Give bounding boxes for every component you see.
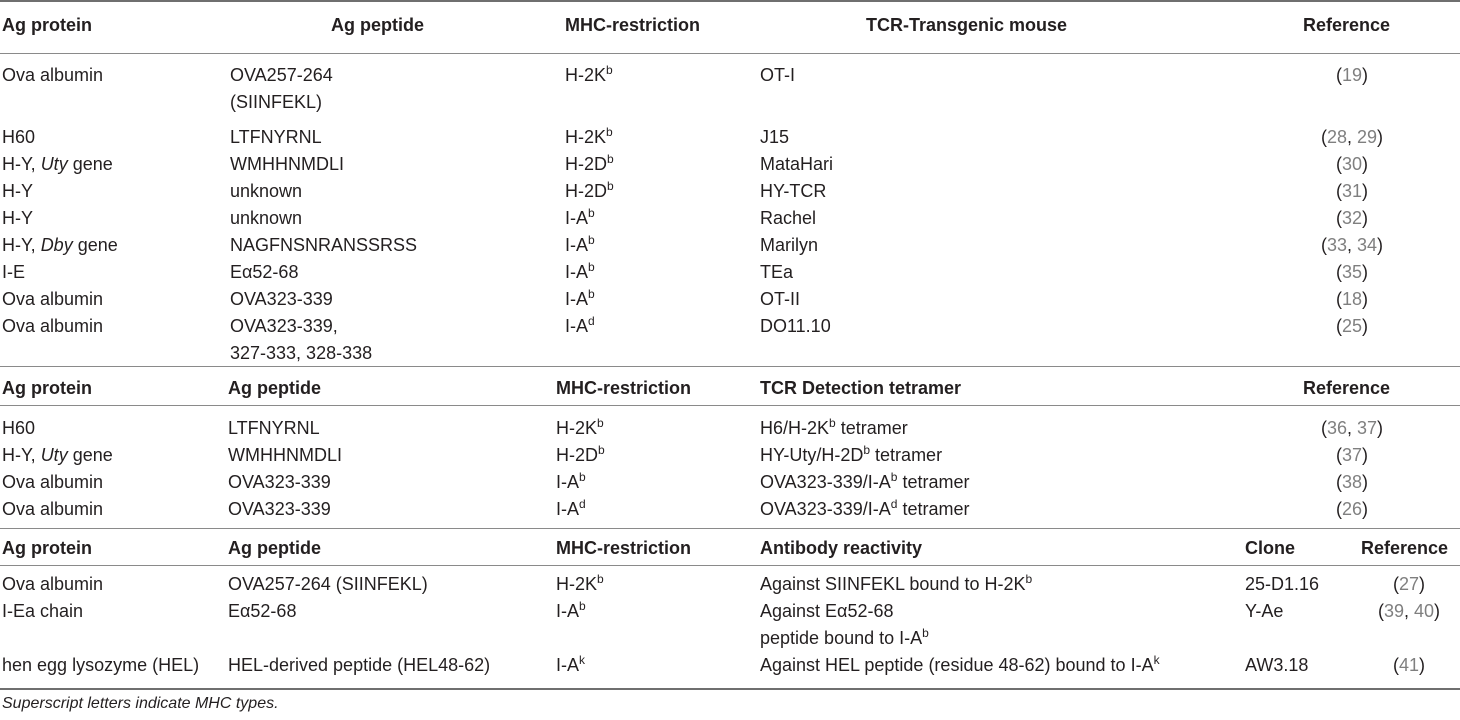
reference-open-paren: ( [1320, 235, 1327, 255]
tcr-transgenic-mouse-cell [760, 232, 818, 259]
mhc-restriction-text: I-A [565, 316, 589, 336]
mhc-restriction-text: H-2K [565, 127, 607, 147]
mhc-restriction-text: I-A [556, 655, 580, 675]
reference-link[interactable]: 41 [1398, 655, 1420, 675]
tetramer-name: OVA323-339/I-A [760, 472, 891, 492]
reference-link[interactable]: 36 [1326, 418, 1347, 438]
header-ag-protein: Ag protein [2, 15, 92, 35]
mhc-restriction-cell [565, 124, 613, 151]
ag-protein-cell [2, 178, 33, 205]
reference-open-paren: ( [1335, 181, 1342, 201]
ag-peptide-text: OVA323-339, [230, 316, 338, 336]
ag-peptide-cell [228, 598, 296, 625]
tcr-transgenic-mouse-cell [760, 62, 795, 89]
mhc-restriction-text: I-A [565, 262, 589, 282]
reference-open-paren: ( [1335, 472, 1342, 492]
reference-close-paren: ) [1362, 472, 1369, 492]
ag-protein-gene: Uty [40, 445, 68, 465]
section2-top-rule [0, 366, 1460, 367]
tetramer-suffix: tetramer [870, 445, 943, 465]
reference-link[interactable]: 30 [1341, 154, 1363, 174]
mhc-type-superscript: b [890, 470, 898, 484]
mhc-restriction-text: H-2K [565, 65, 607, 85]
tcr-detection-tetramer-cell [760, 442, 942, 469]
ag-peptide-text: NAGFNSNRANSSRSS [230, 235, 418, 255]
reference-open-paren: ( [1335, 208, 1342, 228]
reference-link[interactable]: 40 [1414, 601, 1435, 621]
reference-cell: (33, 34) [1320, 235, 1384, 255]
header-reference: Reference [1303, 15, 1391, 35]
ag-protein-text: Ova albumin [2, 499, 104, 519]
mhc-restriction-cell [565, 286, 595, 313]
mhc-type-superscript: b [606, 125, 613, 139]
ag-protein-text: H60 [2, 418, 36, 438]
mhc-restriction-cell [565, 151, 614, 178]
reference-open-paren: ( [1392, 655, 1399, 675]
header-ag-peptide: Ag peptide [228, 378, 321, 398]
ag-protein-text: Ova albumin [2, 472, 104, 492]
ag-protein-cell [2, 415, 35, 442]
reference-open-paren: ( [1377, 601, 1384, 621]
tcr-transgenic-mouse-cell [760, 178, 826, 205]
reference-cell [1292, 442, 1412, 469]
tetramer-name: H6/H-2K [760, 418, 830, 438]
mhc-restriction-cell [556, 571, 604, 598]
mhc-restriction-text: H-2K [556, 418, 598, 438]
ag-peptide-cell [228, 442, 342, 469]
mhc-type-superscript: b [607, 152, 614, 166]
reference-link[interactable]: 37 [1357, 418, 1378, 438]
ag-peptide-cell [230, 151, 344, 178]
ag-protein-cell [2, 62, 103, 89]
ag-peptide-cell [230, 232, 417, 259]
ag-protein-text: H-Y [2, 208, 33, 228]
reference-close-paren: ) [1377, 235, 1384, 255]
mhc-restriction-cell [565, 205, 595, 232]
tetramer-suffix: tetramer [897, 499, 970, 519]
mhc-restriction-cell [565, 178, 614, 205]
tcr-transgenic-mouse-cell [760, 124, 789, 151]
reference-close-paren: ) [1362, 289, 1369, 309]
ag-protein-text: H-Y [2, 181, 33, 201]
header-ag-peptide: Ag peptide [228, 538, 321, 558]
header-clone: Clone [1245, 538, 1296, 558]
header-reference: Reference [1361, 538, 1449, 558]
mhc-restriction-text: I-A [556, 601, 580, 621]
mhc-type-superscript: d [588, 314, 595, 328]
ag-peptide-text: WMHHNMDLI [228, 445, 342, 465]
mhc-restriction-text: H-2D [556, 445, 599, 465]
mouse-name: HY-TCR [760, 181, 827, 201]
ag-protein-cell [2, 652, 199, 679]
reference-link[interactable]: 18 [1341, 289, 1363, 309]
ag-peptide-cell [228, 652, 490, 679]
antibody-reactivity-text: Against HEL peptide (residue 48-62) bound to I-A [760, 655, 1154, 675]
ag-protein-text: Ova albumin [2, 574, 104, 594]
tcr-transgenic-mouse-cell [760, 286, 800, 313]
mouse-name: OT-I [760, 65, 795, 85]
mhc-type-superscript: b [829, 416, 836, 430]
mhc-restriction-text: I-A [565, 235, 589, 255]
ag-peptide-text: Eα52-68 [230, 262, 299, 282]
ag-protein-cell [2, 598, 83, 625]
reference-close-paren: ) [1419, 655, 1426, 675]
ag-protein-text: Ova albumin [2, 316, 104, 336]
reference-cell [1292, 178, 1412, 205]
clone-name: Y-Ae [1245, 601, 1284, 621]
ag-protein-cell [2, 259, 25, 286]
ag-peptide-text-line2: (SIINFEKL) [230, 92, 323, 112]
header-mhc-restriction: MHC-restriction [565, 15, 701, 35]
mhc-restriction-text: I-A [556, 499, 580, 519]
ag-peptide-text: OVA323-339 [228, 499, 331, 519]
ag-protein-suffix: gene [72, 235, 118, 255]
clone-cell [1245, 598, 1283, 625]
reference-open-paren: ( [1320, 418, 1327, 438]
header-ag-protein: Ag protein [2, 538, 92, 558]
ag-peptide-cell [230, 178, 302, 205]
ag-protein-cell [2, 469, 103, 496]
ag-protein-cell [2, 571, 103, 598]
reference-close-paren: ) [1362, 445, 1369, 465]
reference-link[interactable]: 27 [1398, 574, 1420, 594]
tcr-transgenic-mouse-cell [760, 313, 831, 340]
mhc-restriction-cell [556, 469, 586, 496]
ag-peptide-text: HEL-derived peptide (HEL48-62) [228, 655, 491, 675]
reference-cell [1292, 205, 1412, 232]
mhc-type-superscript: d [579, 497, 586, 511]
reference-close-paren: ) [1377, 418, 1384, 438]
ag-peptide-cell [230, 124, 322, 151]
header-tcr-detection-tetramer: TCR Detection tetramer [760, 378, 962, 398]
header-antibody-reactivity: Antibody reactivity [760, 538, 923, 558]
reference-open-paren: ( [1392, 574, 1399, 594]
ag-protein-cell [2, 286, 103, 313]
ag-peptide-text: OVA257-264 [230, 65, 333, 85]
clone-name: AW3.18 [1245, 655, 1309, 675]
reference-cell [1349, 652, 1460, 679]
ag-protein-cell [2, 205, 33, 232]
tcr-detection-tetramer-cell [760, 496, 969, 523]
tcr-detection-tetramer-cell [760, 415, 908, 442]
reference-close-paren: ) [1434, 601, 1441, 621]
mhc-restriction-cell [565, 259, 595, 286]
mhc-restriction-text: H-2K [556, 574, 598, 594]
ag-peptide-cell [230, 259, 298, 286]
ag-protein-cell [2, 313, 103, 340]
mhc-type-superscript: b [588, 206, 595, 220]
mhc-type-superscript: d [890, 497, 898, 511]
header-mhc-restriction: MHC-restriction [556, 538, 692, 558]
reference-cell [1292, 62, 1412, 89]
reference-open-paren: ( [1335, 289, 1342, 309]
reference-open-paren: ( [1335, 65, 1342, 85]
antibody-reactivity-line1: Against Eα52-68 [760, 601, 894, 621]
reference-close-paren: ) [1362, 181, 1369, 201]
reference-close-paren: ) [1362, 316, 1369, 336]
mhc-type-superscript: b [588, 287, 595, 301]
clone-cell [1245, 652, 1308, 679]
reference-cell [1292, 469, 1412, 496]
antibody-reactivity-cell [760, 571, 1032, 598]
mouse-name: MataHari [760, 154, 834, 174]
reference-open-paren: ( [1335, 316, 1342, 336]
mhc-restriction-cell [556, 442, 605, 469]
mhc-restriction-cell [565, 313, 595, 340]
reference-cell [1349, 571, 1460, 598]
ag-peptide-cell [228, 415, 320, 442]
reference-link[interactable]: 32 [1341, 208, 1363, 228]
mhc-restriction-cell [565, 62, 613, 89]
ag-peptide-text-line2: 327-333, 328-338 [230, 343, 373, 363]
reference-link[interactable]: 33 [1326, 235, 1347, 255]
mouse-name: J15 [760, 127, 790, 147]
ag-peptide-cell [230, 62, 333, 116]
table-footnote: Superscript letters indicate MHC types. [2, 695, 279, 712]
mhc-restriction-cell [556, 496, 586, 523]
ag-peptide-text: OVA323-339 [230, 289, 333, 309]
mhc-type-superscript: b [597, 572, 604, 586]
reference-open-paren: ( [1320, 127, 1327, 147]
header-reference: Reference [1303, 378, 1391, 398]
reference-cell: (36, 37) [1320, 418, 1384, 438]
reference-close-paren: ) [1362, 208, 1369, 228]
reference-close-paren: ) [1362, 262, 1369, 282]
mhc-type-superscript: b [579, 470, 586, 484]
reference-close-paren: ) [1362, 499, 1369, 519]
ag-protein-text: I-Ea chain [2, 601, 84, 621]
reference-link[interactable]: 25 [1341, 316, 1363, 336]
ag-protein-prefix: H-Y, [2, 235, 41, 255]
table-bottom-rule [0, 688, 1460, 690]
section3-header-rule [0, 565, 1460, 566]
mhc-type-superscript: b [598, 443, 605, 457]
header-tcr-transgenic-mouse: TCR-Transgenic mouse [866, 15, 1068, 35]
mhc-restriction-cell [556, 652, 585, 679]
mhc-type-superscript: b [863, 443, 871, 457]
ag-peptide-cell [230, 205, 302, 232]
mouse-name: OT-II [760, 289, 800, 309]
mouse-name: Marilyn [760, 235, 819, 255]
section2-header-rule [0, 405, 1460, 406]
reference-cell: (28, 29) [1320, 127, 1384, 147]
ag-protein-prefix: H-Y, [2, 154, 41, 174]
reference-link[interactable]: 31 [1341, 181, 1363, 201]
ag-peptide-text: unknown [230, 208, 303, 228]
tcr-detection-tetramer-cell [760, 469, 969, 496]
header-ag-peptide: Ag peptide [331, 15, 424, 35]
ag-protein-suffix: gene [67, 445, 113, 465]
ag-peptide-cell [228, 469, 331, 496]
mhc-type-superscript: b [606, 63, 613, 77]
reference-close-paren: ) [1362, 154, 1369, 174]
reference-cell [1292, 496, 1412, 523]
mhc-type-superscript: b [588, 233, 595, 247]
section3-top-rule [0, 528, 1460, 529]
reference-cell [1292, 313, 1412, 340]
ag-peptide-cell [228, 496, 331, 523]
reference-open-paren: ( [1335, 262, 1342, 282]
mouse-name: TEa [760, 262, 794, 282]
tcr-transgenic-mouse-cell [760, 259, 793, 286]
mhc-type-superscript: b [607, 179, 614, 193]
ag-protein-text: H60 [2, 127, 36, 147]
ag-protein-gene: Uty [40, 154, 68, 174]
ag-peptide-cell [230, 286, 333, 313]
ag-peptide-cell [228, 571, 428, 598]
table-top-rule [0, 0, 1460, 2]
tetramer-name: HY-Uty/H-2D [760, 445, 864, 465]
ag-protein-text: Ova albumin [2, 65, 104, 85]
reference-open-paren: ( [1335, 154, 1342, 174]
ag-protein-cell [2, 496, 103, 523]
ag-protein-suffix: gene [67, 154, 113, 174]
mhc-type-superscript: k [579, 653, 586, 667]
reference-link[interactable]: 19 [1341, 65, 1363, 85]
reference-cell [1292, 259, 1412, 286]
reference-link[interactable]: 39 [1383, 601, 1404, 621]
mouse-name: Rachel [760, 208, 817, 228]
reference-link[interactable]: 38 [1341, 472, 1363, 492]
reference-link[interactable]: 26 [1341, 499, 1363, 519]
mhc-restriction-cell [556, 415, 604, 442]
reference-link[interactable]: 28 [1326, 127, 1347, 147]
header-ag-protein: Ag protein [2, 378, 92, 398]
tetramer-suffix: tetramer [897, 472, 970, 492]
ag-peptide-text: LTFNYRNL [228, 418, 320, 438]
ag-peptide-text: WMHHNMDLI [230, 154, 344, 174]
ag-protein-text: Ova albumin [2, 289, 104, 309]
tcr-transgenic-mouse-cell [760, 151, 833, 178]
ag-peptide-text: Eα52-68 [228, 601, 297, 621]
reference-close-paren: ) [1362, 65, 1369, 85]
mhc-type-superscript: b [588, 260, 595, 274]
ag-protein-cell [2, 124, 35, 151]
mhc-restriction-text: H-2D [565, 181, 608, 201]
section1-header-rule [0, 53, 1460, 54]
header-mhc-restriction: MHC-restriction [556, 378, 692, 398]
clone-cell [1245, 571, 1319, 598]
reference-close-paren: ) [1419, 574, 1426, 594]
reference-close-paren: ) [1377, 127, 1384, 147]
clone-name: 25-D1.16 [1245, 574, 1320, 594]
reference-link[interactable]: 35 [1341, 262, 1363, 282]
mhc-type-superscript: k [1153, 653, 1160, 667]
mhc-type-superscript: b [1025, 572, 1033, 586]
mhc-restriction-text: I-A [565, 289, 589, 309]
mouse-name: DO11.10 [760, 316, 831, 336]
reference-link[interactable]: 37 [1341, 445, 1363, 465]
antibody-reactivity-cell [760, 598, 929, 652]
tetramer-name: OVA323-339/I-A [760, 499, 891, 519]
reference-cell: (39, 40) [1377, 601, 1441, 621]
mhc-restriction-text: I-A [565, 208, 589, 228]
ag-protein-cell [2, 232, 118, 259]
ag-peptide-cell [230, 313, 372, 367]
ag-peptide-text: unknown [230, 181, 303, 201]
mhc-restriction-text: H-2D [565, 154, 608, 174]
reference-open-paren: ( [1335, 445, 1342, 465]
ag-protein-text: hen egg lysozyme (HEL) [2, 655, 200, 675]
mhc-restriction-cell [565, 232, 595, 259]
antibody-reactivity-cell [760, 652, 1160, 679]
reference-cell [1292, 151, 1412, 178]
ag-peptide-text: LTFNYRNL [230, 127, 322, 147]
ag-protein-gene: Dby [40, 235, 73, 255]
mhc-restriction-text: I-A [556, 472, 580, 492]
reference-link[interactable]: 34 [1357, 235, 1378, 255]
reference-open-paren: ( [1335, 499, 1342, 519]
mhc-type-superscript: b [922, 626, 929, 640]
ag-protein-text: I-E [2, 262, 26, 282]
reference-link[interactable]: 29 [1357, 127, 1378, 147]
tcr-transgenic-mouse-cell [760, 205, 816, 232]
ag-peptide-text: OVA323-339 [228, 472, 331, 492]
tetramer-suffix: tetramer [835, 418, 908, 438]
mhc-type-superscript: b [597, 416, 604, 430]
antibody-reactivity-text: Against SIINFEKL bound to H-2K [760, 574, 1026, 594]
mhc-restriction-cell [556, 598, 586, 625]
ag-protein-cell [2, 151, 113, 178]
mhc-type-superscript: b [579, 599, 586, 613]
antibody-reactivity-text: peptide bound to I-A [760, 628, 923, 648]
ag-protein-cell [2, 442, 113, 469]
ag-peptide-text: OVA257-264 (SIINFEKL) [228, 574, 428, 594]
ag-protein-prefix: H-Y, [2, 445, 41, 465]
reference-cell [1292, 286, 1412, 313]
